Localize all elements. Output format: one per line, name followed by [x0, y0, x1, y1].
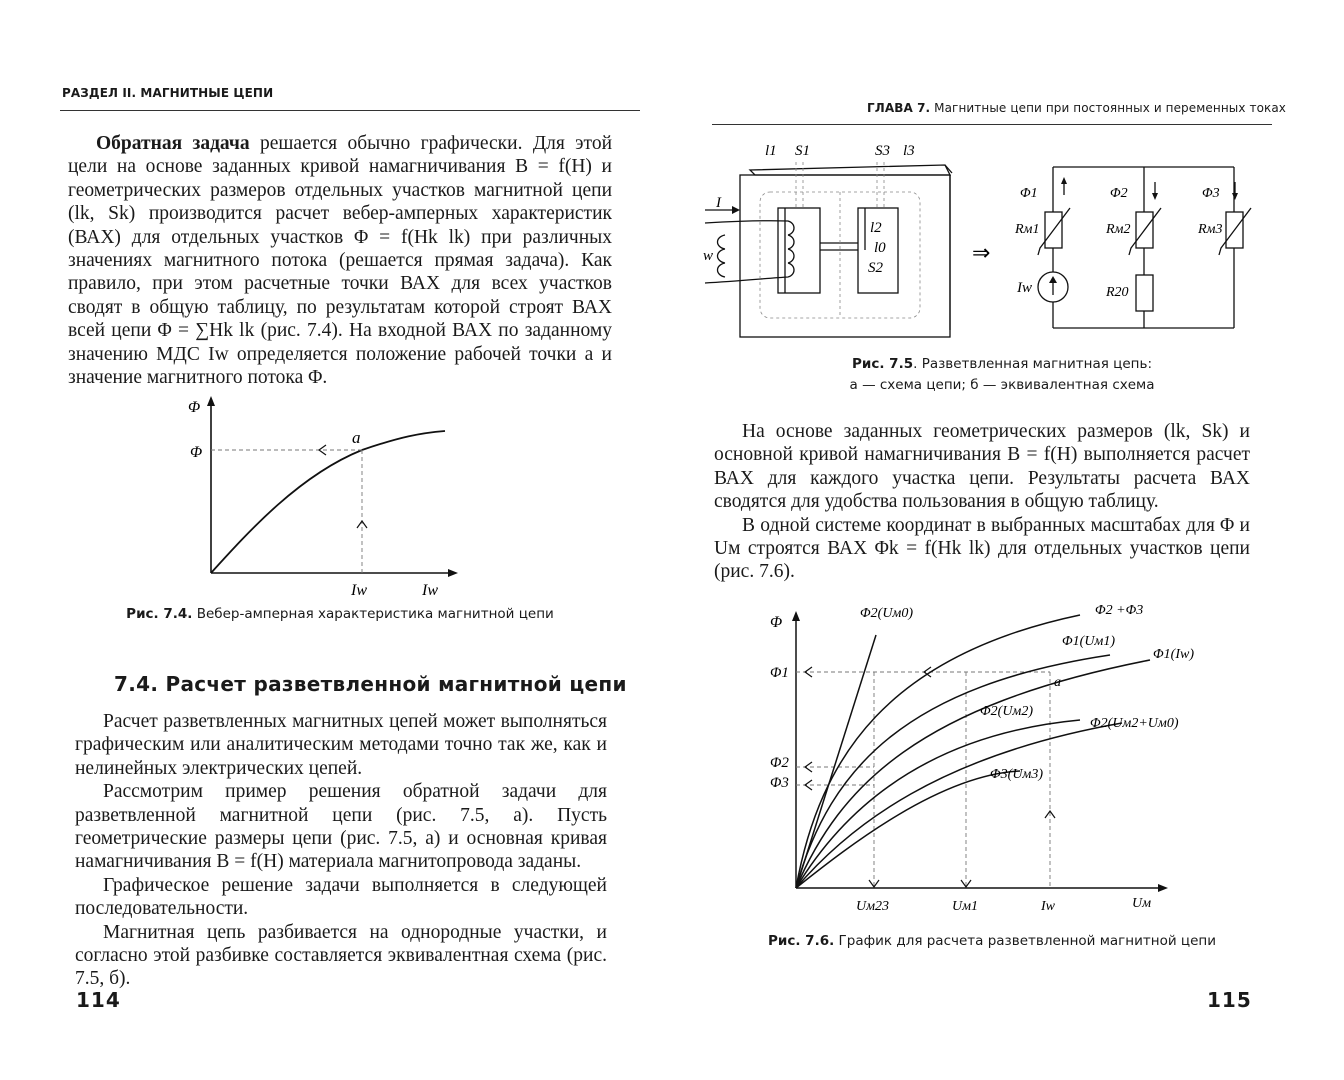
svg-text:Φ1(Iw): Φ1(Iw): [1153, 647, 1194, 662]
svg-text:Φ3: Φ3: [1202, 186, 1220, 201]
svg-text:w: w: [703, 248, 714, 264]
svg-text:Uм23: Uм23: [856, 899, 890, 914]
running-head: ГЛАВА 7. Магнитные цепи при постоянных и переменных токах: [867, 101, 1287, 115]
figure-7-6-chart: [750, 595, 1220, 915]
figure-7-5-caption: Рис. 7.5. Разветвленная магнитная цепь: а — схема цепи; б — эквивалентная схема: [849, 356, 1155, 393]
right-page: [672, 0, 1344, 1080]
svg-text:Uм1: Uм1: [952, 899, 979, 914]
x-value-label: Iw: [351, 582, 367, 599]
svg-text:a: a: [1054, 675, 1061, 690]
header-rule: [712, 124, 1272, 125]
page-number: 114: [76, 988, 121, 1012]
figure-7-4-caption: Рис. 7.4. Вебер-амперная характеристика магнитной цепи: [126, 606, 554, 622]
svg-text:R20: R20: [1106, 285, 1129, 300]
svg-text:S2: S2: [868, 260, 883, 276]
svg-text:Φ1: Φ1: [1020, 186, 1038, 201]
svg-text:Φ1: Φ1: [770, 665, 789, 681]
paragraph: Расчет разветвленных магнитных цепей может выполняться графическим или аналитическим методами точно так же, как и нелинейных электрических цепей.: [75, 711, 607, 779]
svg-text:l1: l1: [765, 143, 777, 159]
svg-text:l2: l2: [870, 220, 882, 236]
paragraph: Графическое решение задачи выполняется в следующей последовательности.: [75, 874, 607, 920]
figure-7-6-caption: Рис. 7.6. График для расчета разветвленной магнитной цепи: [768, 933, 1216, 949]
y-axis-label: Φ: [188, 399, 201, 416]
running-head: РАЗДЕЛ II. МАГНИТНЫЕ ЦЕПИ: [62, 86, 274, 100]
point-label: a: [352, 428, 361, 447]
intro-paragraph: Обратная задача решается обычно графически. Для этой цели на основе заданных кривой намагничивания B = f(H) и геометрических размеров отдельных участков магнитной цепи (lk, Sk) производится расчет вебер-амперных характеристик (ВАХ) для отдельных участков Φ = f(Hk lk) при различных значениях магнитного потока (решается прямая задача). Как правило, при этом расчетные точки ВАХ для всех участков сводят в общую таблицу, по результатам которой строят ВАХ всей цепи Φ = ∑Hk lk (рис. 7.4). На входной ВАХ по заданному значению МДС Iw определяется положение рабочей точки a и значение магнитного потока Φ.: [68, 133, 613, 389]
svg-text:Φ2(Uм2+Uм0): Φ2(Uм2+Uм0): [1090, 716, 1179, 731]
svg-text:Φ2 +Φ3: Φ2 +Φ3: [1095, 603, 1144, 618]
implies-arrow: ⇒: [972, 240, 991, 265]
svg-text:Iw: Iw: [1017, 280, 1032, 296]
svg-text:S1: S1: [795, 143, 810, 159]
paragraph: В одной системе координат в выбранных масштабах для Φ и Uм строятся ВАХ Φk = f(Hk lk) для отдельных участков цепи (рис. 7.6).: [714, 514, 1250, 583]
body-paragraphs: [75, 710, 607, 991]
page-number: 115: [1207, 988, 1252, 1012]
svg-text:Φ: Φ: [770, 614, 783, 631]
svg-text:I: I: [716, 195, 721, 211]
svg-text:Rм2: Rм2: [1106, 222, 1131, 237]
section-title: 7.4. Расчет разветвленной магнитной цепи: [114, 672, 627, 696]
svg-text:Iw: Iw: [1041, 899, 1055, 914]
paragraph: Магнитная цепь разбивается на однородные участки, и согласно этой разбивке составляется эквивалентная схема (рис. 7.5, б).: [75, 921, 607, 990]
svg-text:Φ2: Φ2: [770, 755, 789, 771]
header-rule: [60, 110, 640, 111]
svg-text:Rм3: Rм3: [1198, 222, 1223, 237]
svg-text:Uм: Uм: [1132, 896, 1152, 911]
svg-text:Φ1(Uм1): Φ1(Uм1): [1062, 634, 1116, 649]
svg-text:Φ2(Uм0): Φ2(Uм0): [860, 606, 914, 621]
figure-7-5-core-diagram: [700, 135, 1000, 345]
paragraph: На основе заданных геометрических размеров (lk, Sk) и основной кривой намагничивания B = f(H) выполняется расчет ВАХ для каждого участка цепи. Результаты расчета ВАХ сводятся для удобства пользования в общую таблицу.: [714, 421, 1250, 513]
figure-7-5-circuit-diagram: [990, 160, 1280, 340]
paragraph: Рассмотрим пример решения обратной задачи для разветвленной магнитной цепи (рис. 7.5, а). Пусть геометрические размеры цепи (рис. 7.5, а) и основная кривая намагничивания B = f(H) материала магнитопровода заданы.: [75, 781, 607, 873]
svg-text:Φ2(Uм2): Φ2(Uм2): [980, 704, 1034, 719]
svg-text:S3: S3: [875, 143, 890, 159]
x-axis-label: Iw: [422, 582, 438, 599]
svg-text:l0: l0: [874, 240, 886, 256]
svg-text:Φ2: Φ2: [1110, 186, 1128, 201]
svg-text:Rм1: Rм1: [1015, 222, 1040, 237]
svg-text:Φ3: Φ3: [770, 775, 789, 791]
svg-text:l3: l3: [903, 143, 915, 159]
figure-7-4-chart: [100, 390, 600, 605]
body-paragraphs: [714, 420, 1250, 584]
svg-text:Φ3(Uм3): Φ3(Uм3): [990, 767, 1044, 782]
y-value-label: Φ: [190, 444, 203, 461]
